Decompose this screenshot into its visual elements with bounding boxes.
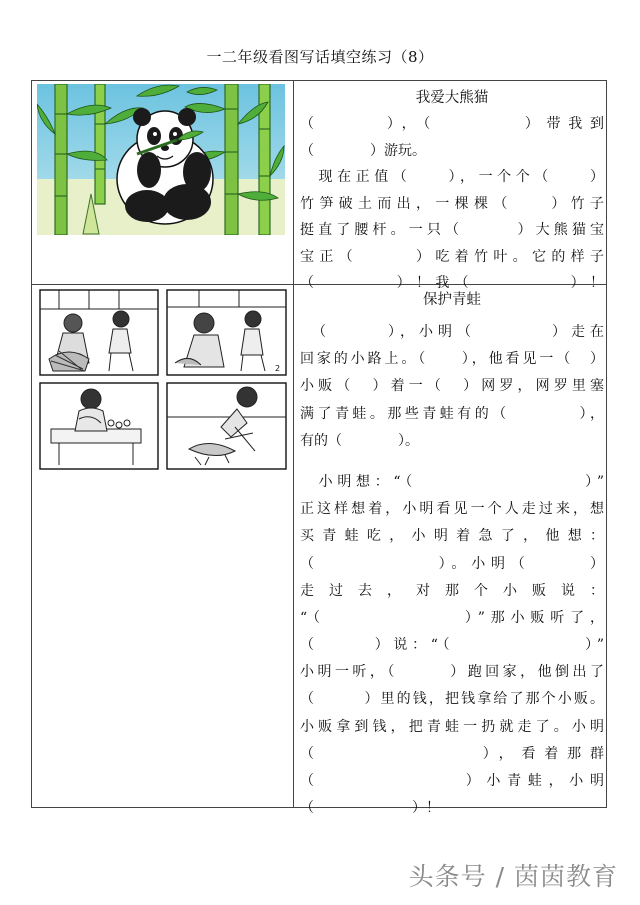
fill-blank-line: 挺直了腰杆。一只（ ）大熊猫宝 [300,222,604,238]
source-watermark: 头条号 / 茵茵教育 [408,862,618,891]
fill-blank-line: （ ）游玩。 [300,142,426,159]
fill-blank-line: 回家的小路上。（ ），他看见一（ ） [300,351,604,368]
panda-bamboo-illustration [37,84,285,235]
fill-blank-line: 满了青蛙。那些青蛙有的（ ）， [300,405,604,422]
fill-blank-line: 宝正（ ）吃着竹叶。它的样子 [300,248,604,265]
fill-blank-line: 小明一听，（ ）跑回家，他倒出了 [300,664,604,681]
exercise-row-panda [32,81,606,291]
fill-blank-line: （ ），看着那群 [300,745,604,762]
fill-blank-line: 小贩拿到钱，把青蛙一扔就走了。小明 [300,718,604,735]
fill-blank-line: “（ ）”那小贩听了， [300,609,604,626]
fill-blank-line: 小明想：“（ ）” [300,473,604,490]
fill-blank-line: （ ）。小明（ ） [300,555,604,572]
worksheet-table [31,80,607,817]
page-title: 一二年级看图写话填空练习（8） [206,48,434,66]
fill-blank-line: 小贩（ ）着一（ ）网罗，网罗里塞 [300,378,604,395]
panda-exercise-text [300,85,604,297]
fill-blank-line: （ ），小明（ ）走在 [300,324,604,340]
fill-blank-line: 走过去，对那个小贩说： [300,582,604,599]
comic-strip-illustration [39,289,288,471]
svg-text:2: 2 [275,364,281,373]
section-heading: 我爱大熊猫 [415,90,489,106]
fill-blank-line: 有的（ ）。 [300,432,419,449]
section-heading: 保护青蛙 [423,292,481,308]
fill-blank-line: 买青蛙吃，小明着急了，他想： [300,528,604,545]
fill-blank-line: （ ）小青蛙，小明 [300,773,604,789]
fill-blank-line: （ ）里的钱，把钱拿给了那个小贩。 [300,691,604,708]
exercise-row-frogs [32,285,606,817]
fill-blank-line: （ ），（ ）带我到 [300,116,604,132]
fill-blank-line: （ ）！ [300,800,440,817]
fill-blank-line: （ ）说：“（ ）” [300,637,604,654]
fill-blank-line: 现在正值（ ），一个个（ ） [300,169,604,185]
fill-blank-line: 正这样想着，小明看见一个人走过来，想 [300,501,604,518]
frog-exercise-text [300,287,604,822]
fill-blank-line: 竹笋破土而出，一棵棵（ ）竹子 [300,195,604,212]
fill-blank-line: （ ）！我（ ）！ [300,275,604,291]
